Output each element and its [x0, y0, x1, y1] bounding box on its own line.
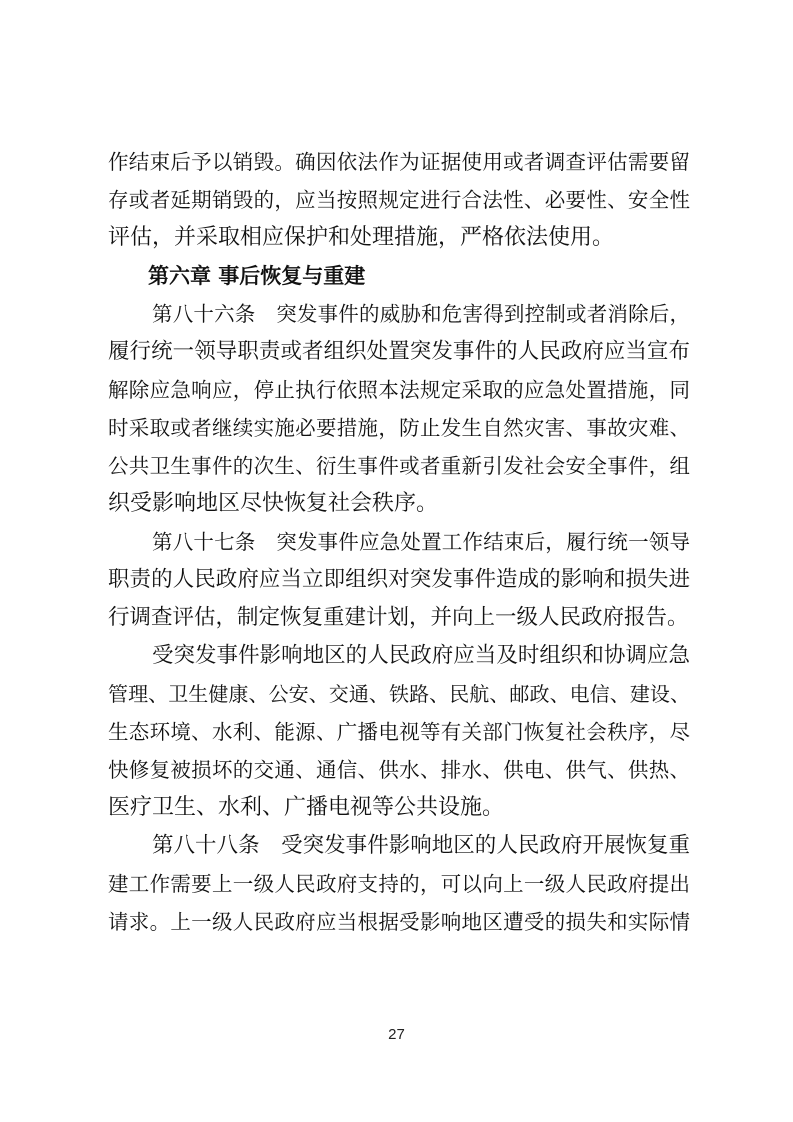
body-text	[108, 143, 690, 941]
article-86-first-line: 第八十六条 突发事件的威胁和危害得到控制或者消除后，	[152, 302, 690, 326]
text-line: 公共卫生事件的次生、衍生事件或者重新引发社会安全事件，组	[108, 454, 690, 478]
text-line: 请求。上一级人民政府应当根据受影响地区遭受的损失和实际情	[108, 910, 690, 934]
text-line: 管理、卫生健康、公安、交通、铁路、民航、邮政、电信、建设、	[108, 682, 690, 706]
page-number: 27	[388, 1026, 405, 1043]
text-line: 履行统一领导职责或者组织处置突发事件的人民政府应当宣布	[108, 339, 690, 364]
article-88-first-line: 第八十八条 受突发事件影响地区的人民政府开展恢复重	[152, 833, 690, 858]
text-line: 评估，并采取相应保护和处理措施，严格依法使用。	[108, 225, 615, 250]
text-line: 作结束后予以销毁。确因依法作为证据使用或者调查评估需要留	[108, 150, 690, 174]
text-line: 医疗卫生、水利、广播电视等公共设施。	[108, 795, 505, 820]
text-line: 快修复被损坏的交通、通信、供水、排水、供电、供气、供热、	[108, 758, 690, 782]
text-line: 生态环境、水利、能源、广播电视等有关部门恢复社会秩序，尽	[108, 720, 690, 744]
article-87-first-line: 第八十七条 突发事件应急处置工作结束后，履行统一领导	[152, 530, 690, 554]
text-line: 织受影响地区尽快恢复社会秩序。	[108, 491, 439, 516]
paragraph-first-line: 受突发事件影响地区的人民政府应当及时组织和协调应急	[152, 643, 690, 668]
text-line: 行调查评估，制定恢复重建计划，并向上一级人民政府报告。	[108, 605, 689, 630]
text-line: 解除应急响应，停止执行依照本法规定采取的应急处置措施，同	[108, 378, 690, 402]
text-line: 时采取或者继续实施必要措施，防止发生自然灾害、事故灾难、	[108, 416, 690, 440]
text-line: 存或者延期销毁的，应当按照规定进行合法性、必要性、安全性	[108, 188, 690, 212]
chapter-heading: 第六章 事后恢复与重建	[148, 264, 366, 288]
text-line: 职责的人民政府应当立即组织对突发事件造成的影响和损失进	[108, 567, 690, 592]
text-line: 建工作需要上一级人民政府支持的，可以向上一级人民政府提出	[108, 872, 690, 896]
